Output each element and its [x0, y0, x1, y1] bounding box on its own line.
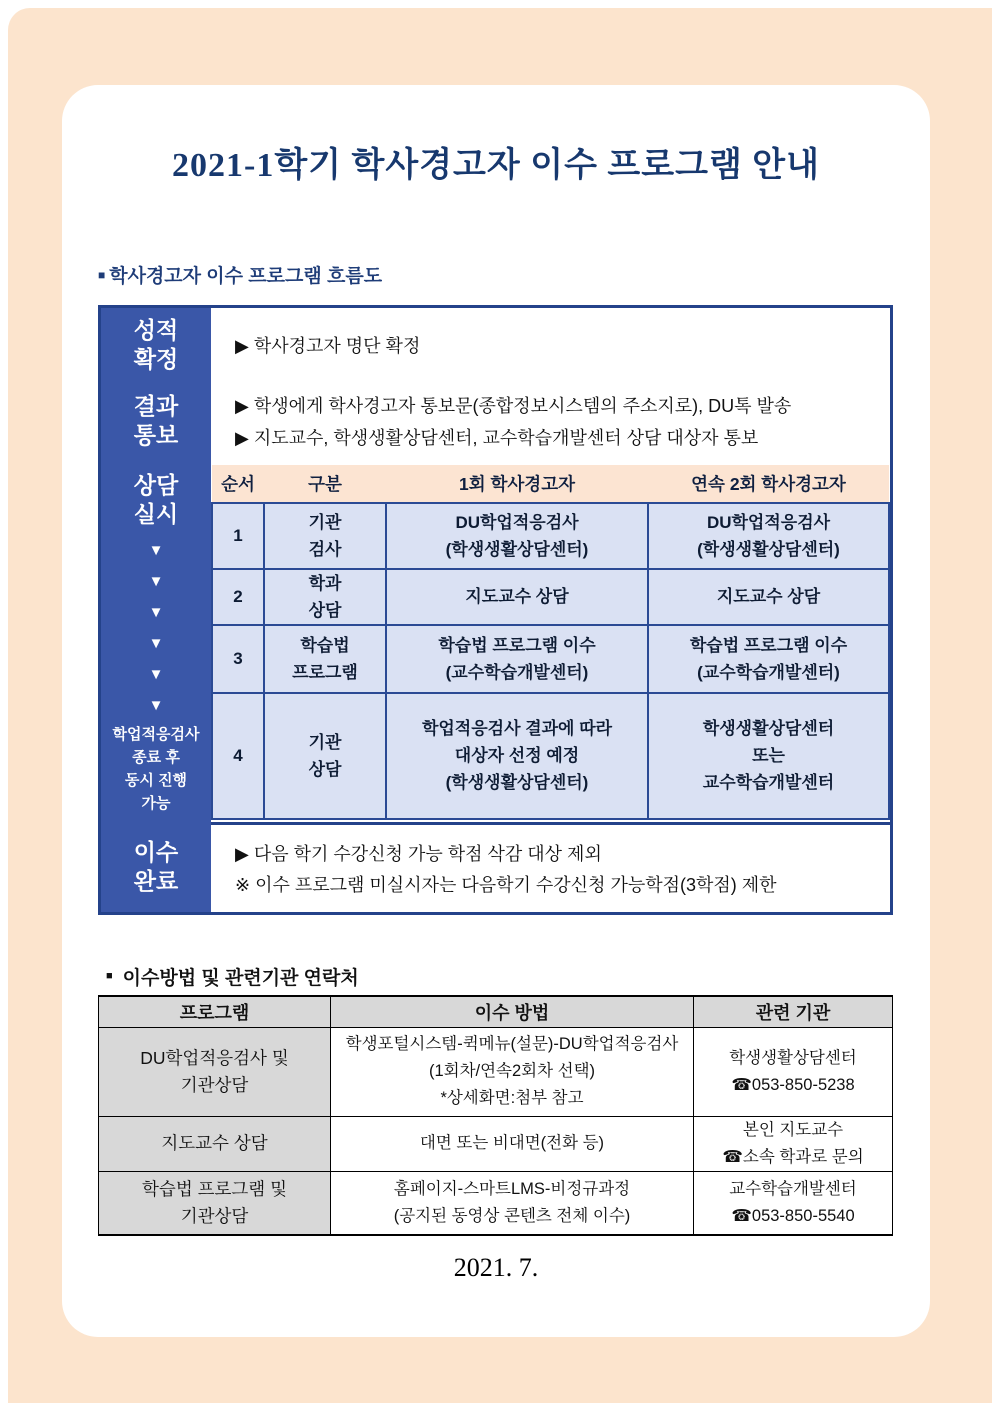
cell-method: 대면 또는 비대면(전화 등): [331, 1116, 694, 1171]
flow-section-grade-confirm: [211, 308, 890, 382]
page-title: 2021-1학기 학사경고자 이수 프로그램 안내: [172, 147, 820, 184]
cell-organization: 학생생활상담센터 ☎053-850-5238: [694, 1027, 893, 1116]
table-row: [99, 1027, 893, 1116]
flow-line: ▶ 학사경고자 명단 확정: [235, 335, 421, 356]
down-arrow-icon: ▼: [148, 696, 164, 714]
down-arrow-icon: ▼: [148, 634, 164, 652]
flow-sidebar: [101, 308, 211, 912]
flow-step-counseling-label: 상담 실시: [133, 471, 179, 527]
flow-line: ※ 이수 프로그램 미실시자는 다음학기 수강신청 가능학점(3학점) 제한: [235, 875, 777, 896]
contact-section-title-text: 이수방법 및 관련기관 연락처: [122, 968, 359, 989]
flow-sidebar-note: 학업적응검사 종료 후 동시 진행 가능: [112, 725, 200, 812]
flow-arrow-stack: [149, 543, 164, 713]
flow-step-counseling: [101, 461, 211, 822]
table-row: [212, 503, 889, 569]
column-header: 구분: [264, 465, 386, 503]
flow-step-complete: 이수 완료: [133, 839, 179, 895]
square-bullet-icon: ■: [98, 267, 106, 282]
flow-section-counseling: [211, 461, 890, 822]
cell-category: 학습법 프로그램: [264, 625, 386, 693]
flow-section-title: [98, 261, 382, 288]
flow-step-grade-confirm: 성적 확정: [133, 316, 179, 372]
flow-step-result-notice: 결과 통보: [133, 393, 179, 449]
column-header: 1회 학사경고자: [386, 465, 648, 503]
table-row: [99, 1171, 893, 1235]
contact-section-title: [106, 963, 359, 990]
column-header: 프로그램: [99, 996, 331, 1027]
flow-section-title-text: 학사경고자 이수 프로그램 흐름도: [109, 266, 383, 287]
flow-line: ▶ 지도교수, 학생생활상담센터, 교수학습개발센터 상담 대상자 통보: [235, 428, 759, 449]
cell-first-warning: 학업적응검사 결과에 따라 대상자 선정 예정 (학생생활상담센터): [386, 693, 648, 819]
flow-content: [211, 308, 890, 912]
cell-order: 2: [212, 569, 264, 625]
column-header: 이수 방법: [331, 996, 694, 1027]
cell-program: 지도교수 상담: [99, 1116, 331, 1171]
footer-date: 2021. 7.: [453, 1253, 539, 1282]
contact-table-header-row: [99, 996, 893, 1027]
table-row: [212, 693, 889, 819]
flow-section-complete: [211, 822, 890, 912]
cell-order: 4: [212, 693, 264, 819]
down-arrow-icon: ▼: [148, 572, 164, 590]
cell-category: 기관 검사: [264, 503, 386, 569]
cell-first-warning: 지도교수 상담: [386, 569, 648, 625]
column-header: 연속 2회 학사경고자: [648, 465, 889, 503]
flow-section-result-notice: [211, 382, 890, 461]
flowchart: [98, 305, 893, 915]
flow-line: ▶ 학생에게 학사경고자 통보문(종합정보시스템의 주소지로), DU톡 발송: [235, 396, 792, 417]
cell-organization: 교수학습개발센터 ☎053-850-5540: [694, 1171, 893, 1235]
down-arrow-icon: ▼: [148, 541, 164, 559]
cell-method: 홈페이지-스마트LMS-비정규과정 (공지된 동영상 콘텐츠 전체 이수): [331, 1171, 694, 1235]
cell-order: 1: [212, 503, 264, 569]
page-background: [8, 8, 992, 1403]
cell-program: DU학업적응검사 및 기관상담: [99, 1027, 331, 1116]
cell-first-warning: DU학업적응검사 (학생생활상담센터): [386, 503, 648, 569]
flow-line: ▶ 다음 학기 수강신청 가능 학점 삭감 대상 제외: [235, 844, 602, 865]
column-header: 관련 기관: [694, 996, 893, 1027]
cell-order: 3: [212, 625, 264, 693]
cell-category: 학과 상담: [264, 569, 386, 625]
cell-second-warning: 학생생활상담센터 또는 교수학습개발센터: [648, 693, 889, 819]
counseling-table-header-row: [212, 465, 889, 503]
cell-first-warning: 학습법 프로그램 이수 (교수학습개발센터): [386, 625, 648, 693]
table-row: [212, 625, 889, 693]
cell-second-warning: 학습법 프로그램 이수 (교수학습개발센터): [648, 625, 889, 693]
down-arrow-icon: ▼: [148, 665, 164, 683]
down-arrow-icon: ▼: [148, 603, 164, 621]
square-bullet-icon: ■: [106, 970, 113, 982]
column-header: 순서: [212, 465, 264, 503]
content-card: [62, 85, 930, 1337]
table-row: [212, 569, 889, 625]
cell-program: 학습법 프로그램 및 기관상담: [99, 1171, 331, 1235]
counseling-table: [211, 465, 890, 820]
cell-second-warning: DU학업적응검사 (학생생활상담센터): [648, 503, 889, 569]
table-row: [99, 1116, 893, 1171]
cell-category: 기관 상담: [264, 693, 386, 819]
cell-second-warning: 지도교수 상담: [648, 569, 889, 625]
cell-method: 학생포털시스템-퀵메뉴(설문)-DU학업적응검사 (1회차/연속2회차 선택) *상세화면:첨부 참고: [331, 1027, 694, 1116]
cell-organization: 본인 지도교수 ☎소속 학과로 문의: [694, 1116, 893, 1171]
contact-table: [98, 995, 893, 1236]
